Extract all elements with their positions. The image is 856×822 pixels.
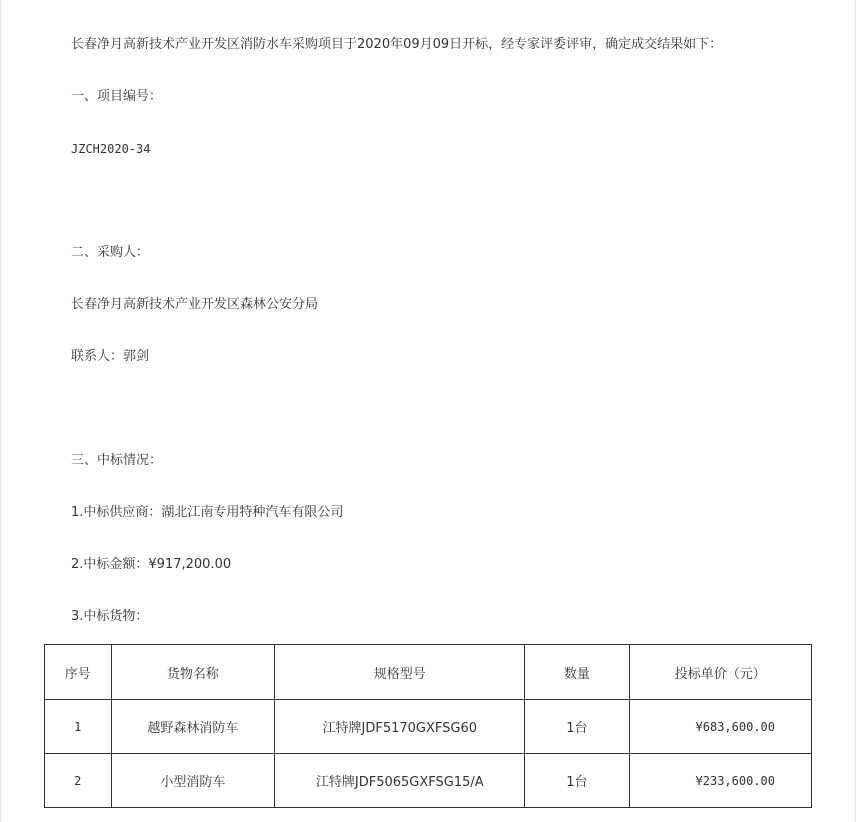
header-goods-name: 货物名称: [111, 645, 275, 700]
cell-unit-price: ¥233,600.00: [629, 754, 812, 808]
intro-paragraph: 长春净月高新技术产业开发区消防水车采购项目于2020年09月09日开标，经专家评委评审，确定成交结果如下：: [71, 37, 723, 52]
cell-index: 2: [45, 754, 112, 808]
cell-goods-name: 越野森林消防车: [111, 700, 275, 754]
cell-index: 1: [45, 700, 112, 754]
cell-goods-name: 小型消防车: [111, 754, 275, 808]
header-index: 序号: [45, 645, 112, 700]
purchaser-name: 长春净月高新技术产业开发区森林公安分局: [71, 297, 319, 312]
purchaser-heading: 二、采购人：: [71, 245, 150, 260]
table-row: [45, 700, 812, 754]
project-number-value: JZCH2020-34: [71, 142, 151, 156]
cell-quantity: 1台: [525, 754, 629, 808]
table-row: [45, 754, 812, 808]
award-heading: 三、中标情况：: [71, 453, 163, 468]
header-unit-price: 投标单价（元）: [629, 645, 812, 700]
header-model: 规格型号: [275, 645, 525, 700]
winning-supplier: 1.中标供应商：湖北江南专用特种汽车有限公司: [71, 505, 344, 520]
cell-quantity: 1台: [525, 700, 629, 754]
winning-amount: 2.中标金额：¥917,200.00: [71, 557, 232, 572]
cell-model: 江特牌JDF5065GXFSG15/A: [275, 754, 525, 808]
contact-person: 联系人：郭剑: [71, 349, 150, 364]
cell-model: 江特牌JDF5170GXFSG60: [275, 700, 525, 754]
award-goods-table: [44, 644, 812, 808]
table-header-row: [45, 645, 812, 700]
header-quantity: 数量: [525, 645, 629, 700]
goods-label: 3.中标货物：: [71, 609, 149, 624]
project-number-heading: 一、项目编号：: [71, 89, 163, 104]
cell-unit-price: ¥683,600.00: [629, 700, 812, 754]
